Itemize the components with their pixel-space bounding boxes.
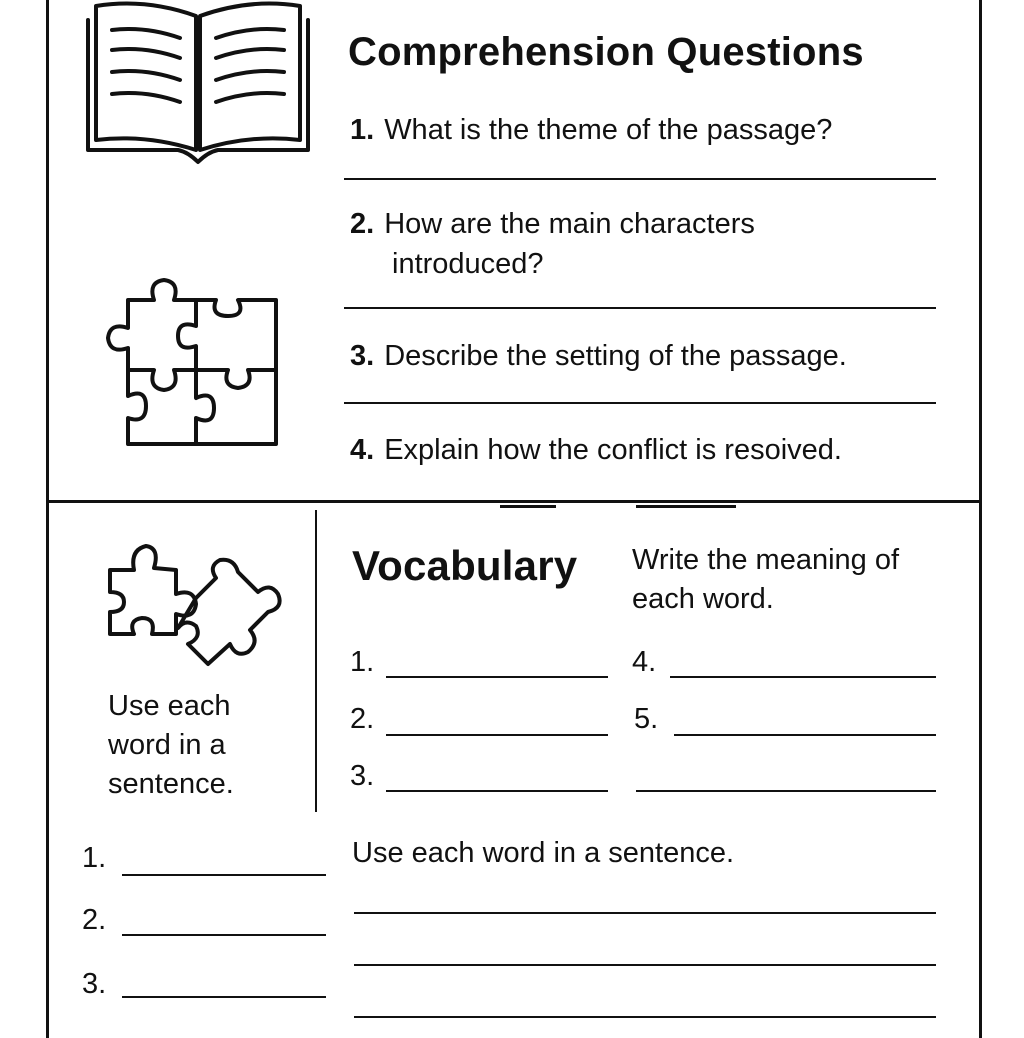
- section-divider: [46, 500, 979, 503]
- question-number: 2.: [350, 208, 375, 240]
- vocab-number-3: 3.: [350, 760, 375, 792]
- vocab-line-3[interactable]: [386, 790, 608, 792]
- question-number: 1.: [350, 114, 375, 146]
- vocab-number-4: 4.: [632, 646, 657, 678]
- vocabulary-divider: [315, 510, 317, 812]
- question-text: How are the main characters introduced?: [384, 208, 755, 280]
- vocab-line-5[interactable]: [674, 734, 936, 736]
- question-3: [350, 336, 970, 376]
- sentence-number-2: 2.: [82, 904, 107, 936]
- question-1: [350, 110, 950, 150]
- vocabulary-title: Vocabulary: [352, 542, 578, 589]
- divider-mark: [636, 505, 736, 508]
- sentence-number-1: 1.: [82, 842, 107, 874]
- answer-line-1[interactable]: [344, 178, 936, 180]
- answer-line-3[interactable]: [344, 402, 936, 404]
- vocab-number-1: 1.: [350, 646, 375, 678]
- divider-mark: [500, 505, 556, 508]
- sentence-line-1[interactable]: [122, 874, 326, 876]
- vocab-line-6[interactable]: [636, 790, 936, 792]
- vocab-number-2: 2.: [350, 703, 375, 735]
- sentence-line-4[interactable]: [354, 912, 936, 914]
- question-text: Explain how the conflict is resoived.: [384, 434, 842, 466]
- comprehension-title: Comprehension Questions: [348, 30, 864, 74]
- vocabulary-instruction: Write the meaning of each word.: [632, 544, 900, 615]
- puzzle-pieces-icon: [104, 540, 290, 670]
- question-number: 4.: [350, 434, 375, 466]
- vocab-line-2[interactable]: [386, 734, 608, 736]
- vocab-number-5: 5.: [634, 703, 659, 735]
- sentence-line-5[interactable]: [354, 964, 936, 966]
- sentence-number-3: 3.: [82, 968, 107, 1000]
- jigsaw-puzzle-icon: [104, 276, 284, 456]
- sentence-line-3[interactable]: [122, 996, 326, 998]
- sidebar-instruction: Use each word in a sentence.: [108, 690, 234, 800]
- vocab-line-4[interactable]: [670, 676, 936, 678]
- question-4: [350, 430, 970, 470]
- question-number: 3.: [350, 340, 375, 372]
- answer-line-2[interactable]: [344, 307, 936, 309]
- open-book-icon: [86, 0, 312, 168]
- sentence-line-6[interactable]: [354, 1016, 936, 1018]
- sentence-instruction: Use each word in a sentence.: [352, 837, 735, 869]
- vocab-line-1[interactable]: [386, 676, 608, 678]
- question-2: [350, 204, 872, 284]
- question-text: Describe the setting of the passage.: [384, 340, 847, 372]
- sentence-line-2[interactable]: [122, 934, 326, 936]
- question-text: What is the theme of the passage?: [384, 114, 833, 146]
